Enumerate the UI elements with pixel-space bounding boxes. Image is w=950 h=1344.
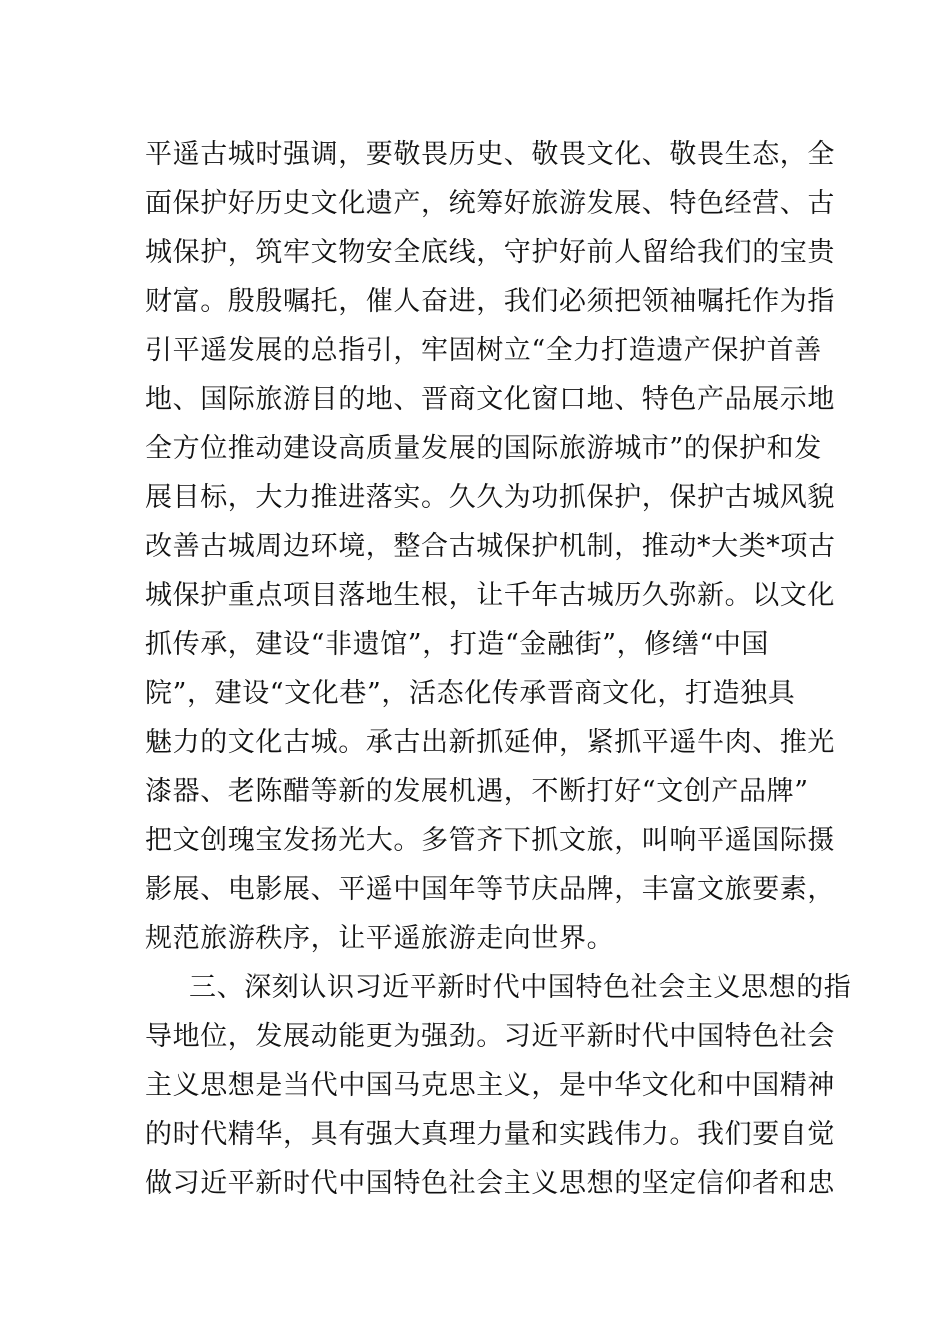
text-line: 的时代精华，具有强大真理力量和实践伟力。我们要自觉 — [145, 1119, 835, 1150]
text-line: 地、国际旅游目的地、晋商文化窗口地、特色产品展示地 — [145, 384, 835, 415]
text-line: 改善古城周边环境，整合古城保护机制，推动*大类*项古 — [145, 531, 836, 562]
text-line: 全方位推动建设高质量发展的国际旅游城市”的保护和发 — [145, 433, 822, 464]
text-line: 做习近平新时代中国特色社会主义思想的坚定信仰者和忠 — [145, 1168, 835, 1199]
text-line: 导地位，发展动能更为强劲。习近平新时代中国特色社会 — [145, 1021, 835, 1052]
text-line: 引平遥发展的总指引，牢固树立“全力打造遗产保护首善 — [145, 335, 822, 366]
text-line: 城保护重点项目落地生根，让千年古城历久弥新。以文化 — [145, 580, 835, 611]
text-line: 城保护，筑牢文物安全底线，守护好前人留给我们的宝贵 — [145, 237, 835, 268]
text-line: 面保护好历史文化遗产，统筹好旅游发展、特色经营、古 — [145, 188, 835, 219]
text-line: 把文创瑰宝发扬光大。多管齐下抓文旅，叫响平遥国际摄 — [145, 825, 835, 856]
text-line: 影展、电影展、平遥中国年等节庆品牌，丰富文旅要素， — [145, 874, 835, 905]
text-line: 平遥古城时强调，要敬畏历史、敬畏文化、敬畏生态，全 — [145, 139, 835, 170]
text-line: 财富。殷殷嘱托，催人奋进，我们必须把领袖嘱托作为指 — [145, 286, 835, 317]
text-line: 魅力的文化古城。承古出新抓延伸，紧抓平遥牛肉、推光 — [145, 727, 835, 758]
text-line: 抓传承，建设“非遗馆”，打造“金融街”，修缮“中国 — [145, 629, 770, 660]
text-line: 规范旅游秩序，让平遥旅游走向世界。 — [145, 923, 615, 954]
text-line: 院”，建设“文化巷”，活态化传承晋商文化，打造独具 — [145, 678, 796, 709]
text-line: 漆器、老陈醋等新的发展机遇，不断打好“文创产品牌” — [145, 776, 809, 807]
text-line: 展目标，大力推进落实。久久为功抓保护，保护古城风貌 — [145, 482, 835, 513]
text-line: 三、深刻认识习近平新时代中国特色社会主义思想的指 — [189, 972, 852, 1003]
body-text — [145, 130, 852, 1208]
text-line: 主义思想是当代中国马克思主义，是中华文化和中国精神 — [145, 1070, 835, 1101]
